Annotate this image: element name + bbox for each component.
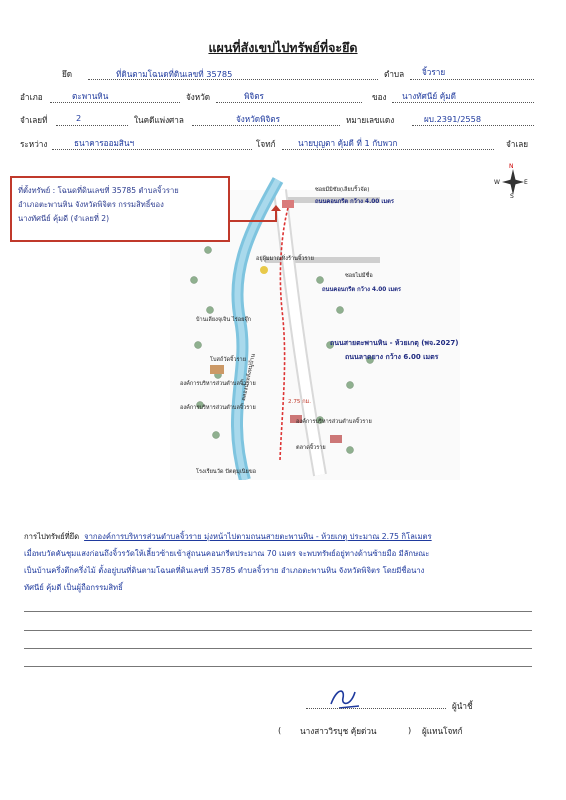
label-defendant: จำเลย	[506, 139, 529, 149]
label-red-case: หมายเลขแดง	[346, 115, 395, 125]
directions-line-1: จากองค์การบริหารส่วนตำบลจิ้วราย มุ่งหน้าไปตามถนนสายตะพานหิน - ห้วยเกตุ ประมาณ 2.75 กิโลเมตร	[84, 532, 432, 541]
label-between: ระหว่าง	[20, 139, 48, 149]
callout-arrow	[228, 205, 288, 245]
map-label-school: อยู่ผู้มมาณทิ่งร้านจิ้วราย	[256, 256, 314, 262]
callout-line-1: ที่ตั้งทรัพย์ : โฉนดที่ดินเลขที่ 35785 ตำบลจิ้วราย	[18, 186, 179, 195]
school-icon	[260, 266, 268, 274]
label-district: อำเภอ	[20, 92, 43, 102]
label-seize: ยึด	[62, 69, 73, 79]
sign-open-paren: (	[278, 725, 282, 735]
map-label-school2: โรงเรียนวัด ปัตตุมุเนิยขอ	[196, 469, 257, 475]
value-defendant-no: 2	[76, 113, 82, 123]
map-label-shop: ซอยมีมิชัย(เลียบริ้วจัด)	[315, 187, 370, 193]
callout-line-3: นางทัศนีย์ คุ้มดี (จำเลยที่ 2)	[18, 214, 110, 223]
value-plaintiff: ธนาคารออมสินฯ	[74, 138, 135, 148]
value-title-deed: ที่ดินตามโฉนดที่ดินเลขที่ 35785	[116, 69, 233, 79]
document-title: แผนที่สังเขปไปทรัพย์ที่จะยึด	[208, 40, 358, 55]
role-pointer: ผู้นำชี้	[452, 701, 473, 711]
map-label-canal: คลองน้ำหลังหมู่บ้าน	[240, 353, 257, 402]
temple-icon	[210, 365, 224, 374]
value-district: ตะพานหิน	[72, 91, 109, 101]
label-province: จังหวัด	[186, 92, 211, 102]
callout-line-2: อำเภอตะพานหิน จังหวัดพิจิตร กรรมสิทธิ์ของ	[18, 200, 164, 209]
value-subdistrict: จิ้วราย	[422, 67, 446, 77]
map-label-distance: 2.75 กม.	[288, 399, 312, 405]
label-plaintiff: โจทก์	[256, 139, 276, 149]
compass-east: E	[524, 179, 528, 186]
map-label-highway: ถนนสายตะพานหิน - ห้วยเกตุ (พจ.2027)	[330, 339, 459, 347]
map-label-road2: ถนนคอนกรีต กว้าง 4.00 เมตร	[322, 287, 402, 293]
directions-label: การไปทรัพย์ที่ยึด	[24, 532, 80, 541]
map-label-highway-width: ถนนลาดยาง กว้าง 6.00 เมตร	[345, 353, 439, 361]
map-label-soi2: ซอยไม่มีชื่อ	[345, 273, 373, 279]
value-red-case: ผบ.2391/2558	[424, 114, 482, 124]
directions-paragraph	[24, 528, 544, 596]
compass-north: N	[509, 163, 514, 170]
label-of: ของ	[372, 92, 387, 102]
map-label-office3: องค์การบริหารส่วนตำบลจิ้วราย	[296, 419, 372, 425]
directions-line-4: ทัศนีย์ คุ้มดี เป็นผู้ถือกรรมสิทธิ์	[24, 583, 123, 592]
label-civil-court: ในคดีแพ่งศาล	[134, 115, 184, 125]
value-defendant: นายบุญตา คุ้มดี ที่ 1 กับพวก	[298, 138, 398, 148]
role-plaintiff-rep: ผู้แทนโจทก์	[422, 726, 463, 736]
value-province: พิจิตร	[244, 91, 264, 101]
property-callout	[10, 176, 230, 242]
directions-line-2: เมื่อพบวัดคันชุมแสงก่อนถึงจิ้วรวัดให้เลี้ยวซ้ายเข้าสู่ถนนคอนกรีตประมาณ 70 เมตร จะพบทรัพย์อยู่ทางด้านซ้ายมือ มีลักษณะ	[24, 549, 430, 558]
sign-close-paren: )	[408, 725, 412, 735]
map-label-office2: องค์การบริหารส่วนตำบลจิ้วราย	[180, 405, 256, 411]
label-defendant-no: จำเลยที่	[20, 115, 48, 125]
map-label-office: องค์การบริหารส่วนตำบลจิ้วราย	[180, 381, 256, 387]
map-label-house: บ้านเลียงจุเจิน ไร่อยจุ๊ก	[196, 317, 252, 323]
directions-line-3: เป็นบ้านครึ่งตึกครึ่งไม้ ตั้งอยู่บนที่ดินตามโฉนดที่ดินเลขที่ 35785 ตำบลจิ้วราย อำเภอตะพานหิน จังหวัดพิจิตร โดยมีชื่อนาง	[24, 566, 425, 575]
value-owner: นางทัศนีย์ คุ้มดี	[402, 91, 456, 101]
map-label-market: ตลาดจิ้วราย	[296, 445, 326, 451]
compass-south: S	[510, 193, 514, 200]
label-subdistrict: ตำบล	[384, 69, 405, 79]
map-label-temple: โบสถ์วัดจิ้วราย	[210, 357, 246, 363]
value-court: จังหวัดพิจิตร	[236, 114, 281, 124]
signer-name: นางสาววิรบุช คุ้ยด่วน	[300, 726, 377, 736]
map-label-road1: ถนนคอนกรีต กว้าง 4.00 เมตร	[315, 199, 395, 205]
compass-west: W	[494, 179, 500, 186]
